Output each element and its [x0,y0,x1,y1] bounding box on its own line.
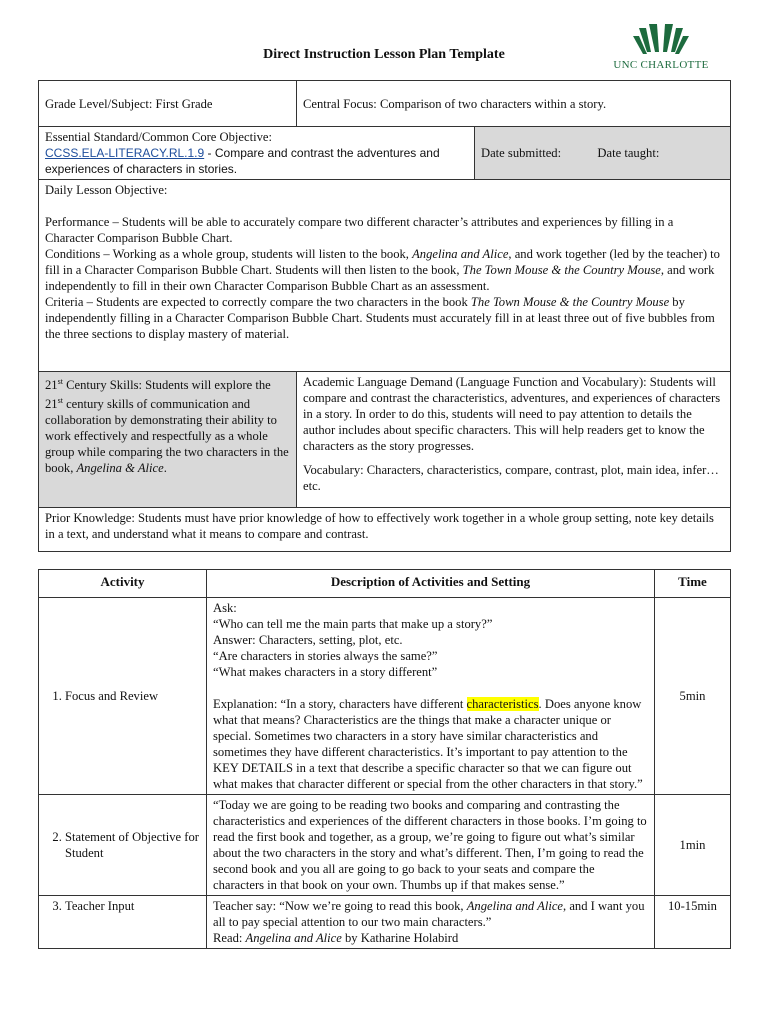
prior-knowledge-cell [39,508,731,552]
standard-cell [39,127,475,180]
standard-link[interactable]: CCSS.ELA-LITERACY.RL.1.9 [45,146,205,160]
explanation-text: Explanation: “In a story, characters have different characteristics. Does anyone know what that means? Characteristics are the things that make a character unique or special. Sometimes two characters in a story have similar characteristics and sometimes they have different characteristics. It’s important to pay attention to the KEY DETAILS in a text that describe a specific character so that we can figure out what makes that character different or special from the other characters in that story.” [213,697,643,791]
unc-charlotte-logo [606,22,716,72]
date-submitted-label: Date submitted: [481,146,562,160]
description-cell [207,896,655,949]
question-3: “What makes characters in a story different” [213,665,438,679]
grade-cell [39,81,297,127]
table-row [39,896,731,949]
description-header: Description of Activities and Setting [207,570,655,598]
time-cell: 10-15min [655,896,731,949]
lesson-plan-table [38,80,731,552]
century-skills-cell [39,372,297,508]
prior-knowledge-text: Prior Knowledge: Students must have prior knowledge of how to effectively work together in a whole group setting, note key details in a text, and understand what it means to compare and contrast. [45,511,714,541]
question-2: “Are characters in stories always the same?” [213,649,438,663]
crown-icon [631,22,691,58]
activity-header: Activity [39,570,207,598]
activity-name: 2. Statement of Objective for Student [65,829,200,861]
table-row [39,795,731,896]
activity-name: 3. Teacher Input [65,898,200,914]
logo-text: UNC CHARLOTTE [613,59,709,71]
dates-cell [475,127,731,180]
answer-1: Answer: Characters, setting, plot, etc. [213,633,403,647]
description-cell [207,795,655,896]
performance-text: Performance – Students will be able to accurately compare two different character’s attributes and experiences by filling in a Character Comparison Bubble Chart. [45,215,674,245]
central-focus-cell [297,81,731,127]
time-header: Time [655,570,731,598]
central-focus-text: Central Focus: Comparison of two characters within a story. [303,96,607,111]
table-row [39,598,731,795]
date-taught-label: Date taught: [597,146,660,160]
activity-cell [39,795,207,896]
read-text: Read: Angelina and Alice by Katharine Holabird [213,931,459,945]
ask-label: Ask: [213,601,237,615]
grade-text: Grade Level/Subject: First Grade [45,96,213,111]
description-cell [207,598,655,795]
century-skills-text: 21st Century Skills: Students will explore the 21st century skills of communication and collaboration by demonstrating their ability to work effectively and respectfully as a whole group while comparing the two characters in the book, Angelina & Alice. [45,377,289,476]
daily-objective-label: Daily Lesson Objective: [45,183,168,197]
time-cell: 1min [655,795,731,896]
daily-objective-cell [39,180,731,372]
teacher-say-text: Teacher say: “Now we’re going to read this book, Angelina and Alice, and I want you all to pay special attention to our two main characters.” [213,899,645,929]
activity-cell [39,896,207,949]
activity-cell [39,598,207,795]
activities-table [38,569,731,949]
time-cell: 5min [655,598,731,795]
criteria-text: Criteria – Students are expected to correctly compare the two characters in the book The Town Mouse & the Country Mouse by independently filling in a Character Comparison Bubble Chart. Students must accurately fill in at least three out of five bubbles from the three sections to display mastery of material. [45,295,715,341]
document-title: Direct Instruction Lesson Plan Template [263,47,505,62]
activity-name: 1. Focus and Review [65,688,200,704]
academic-language-cell [297,372,731,508]
standard-text: - Compare and contrast the adventures and experiences of characters in stories. [45,146,440,176]
objective-statement-text: “Today we are going to be reading two books and comparing and contrasting the characteristics and experiences of the different characters in those books. I’m going to read the first book and together, as a group, we’re going to figure out what’s similar about the two characters in the story and what’s different. Then, I’m going to read the second book and you all are going to go back to your seats and compare the characters in that book on your own. Thumbs up if that makes sense.” [213,798,647,892]
standard-label: Essential Standard/Common Core Objective: [45,130,272,144]
vocabulary-text: Vocabulary: Characters, characteristics, compare, contrast, plot, main idea, infer…etc. [303,463,719,493]
question-1: “Who can tell me the main parts that make up a story?” [213,617,493,631]
conditions-text: Conditions – Working as a whole group, students will listen to the book, Angelina and Alice, and work together (led by the teacher) to fill in a Character Comparison Bubble Chart. Students will then listen to the book, The Town Mouse & the Country Mouse, and work independently to fill in their own Character Comparison Bubble Chart as an assessment. [45,247,720,293]
academic-language-text: Academic Language Demand (Language Function and Vocabulary): Students will compare and contrast the characteristics, adventures, and experiences of characters in a story. In order to do this, students will need to pay attention to details the author includes about specific characters. This will help readers get to know the characters as the story progresses. [303,375,721,453]
